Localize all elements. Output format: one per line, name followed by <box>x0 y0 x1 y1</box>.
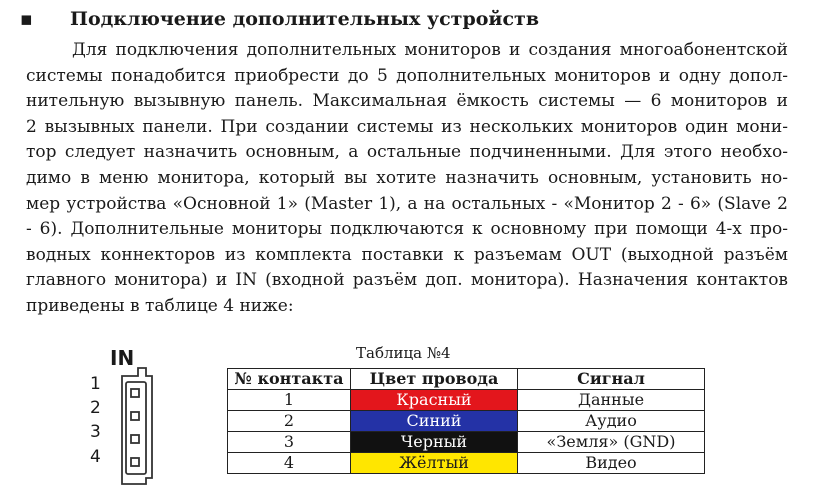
pin-number: 2 <box>90 398 101 418</box>
section-heading <box>20 6 800 32</box>
table-row <box>228 411 705 432</box>
pin-cell: 3 <box>228 432 351 453</box>
bullet-marker: ▪ <box>20 8 33 30</box>
section-title: Подключение дополнительных устройств <box>70 8 540 30</box>
wire-color-cell: Синий <box>351 411 518 432</box>
connector-label: IN <box>110 346 135 370</box>
paragraph-line: приведены в таблице 4 ниже: <box>26 295 294 316</box>
table-row <box>228 390 705 411</box>
wire-color-cell: Жёлтый <box>351 453 518 474</box>
paragraph-line: главного монитора) и IN (входной разъём доп. монитора). Назначения контактов <box>26 270 788 291</box>
wire-color-cell: Черный <box>351 432 518 453</box>
pin-cell: 4 <box>228 453 351 474</box>
paragraph-line: 2 вызывных панели. При создании системы из нескольких мониторов один мони- <box>26 116 788 137</box>
body-paragraph <box>26 38 788 320</box>
signal-cell: Видео <box>518 453 705 474</box>
paragraph-line: тор следует назначить основным, а остальные подчиненными. Для этого необхо- <box>26 142 788 163</box>
paragraph-line: системы понадобится приобрести до 5 дополнительных мониторов и одну допол- <box>26 65 788 86</box>
signal-cell: «Земля» (GND) <box>518 432 705 453</box>
pin-number: 1 <box>90 374 101 394</box>
paragraph-line: - 6). Дополнительные мониторы подключаются к основному при помощи 4-х про- <box>26 219 788 240</box>
pin-cell: 2 <box>228 411 351 432</box>
paragraph-line: димо в меню монитора, который вы хотите назначить основным, установить но- <box>26 167 788 188</box>
paragraph-line: водных коннекторов из комплекта поставки к разъемам OUT (выходной разъём <box>26 244 788 265</box>
table-caption: Таблица №4 <box>356 344 451 362</box>
header-pin: № контакта <box>228 369 351 390</box>
pin-number: 3 <box>90 422 101 442</box>
paragraph-line: мер устройства «Основной 1» (Master 1), а на остальных - «Монитор 2 - 6» (Slave 2 <box>26 193 788 214</box>
in-connector-diagram <box>80 346 180 486</box>
table-header-row <box>228 369 705 390</box>
table-row <box>228 453 705 474</box>
header-wire-color: Цвет провода <box>351 369 518 390</box>
table-row <box>228 432 705 453</box>
pin-assignment-table <box>227 368 705 474</box>
signal-cell: Аудио <box>518 411 705 432</box>
pin-number: 4 <box>90 447 101 467</box>
wire-color-cell: Красный <box>351 390 518 411</box>
paragraph-line: нительную вызывную панель. Максимальная ёмкость системы — 6 мониторов и <box>26 91 788 112</box>
header-signal: Сигнал <box>518 369 705 390</box>
signal-cell: Данные <box>518 390 705 411</box>
paragraph-line: Для подключения дополнительных мониторов и создания многоабонентской <box>72 40 788 60</box>
pin-cell: 1 <box>228 390 351 411</box>
